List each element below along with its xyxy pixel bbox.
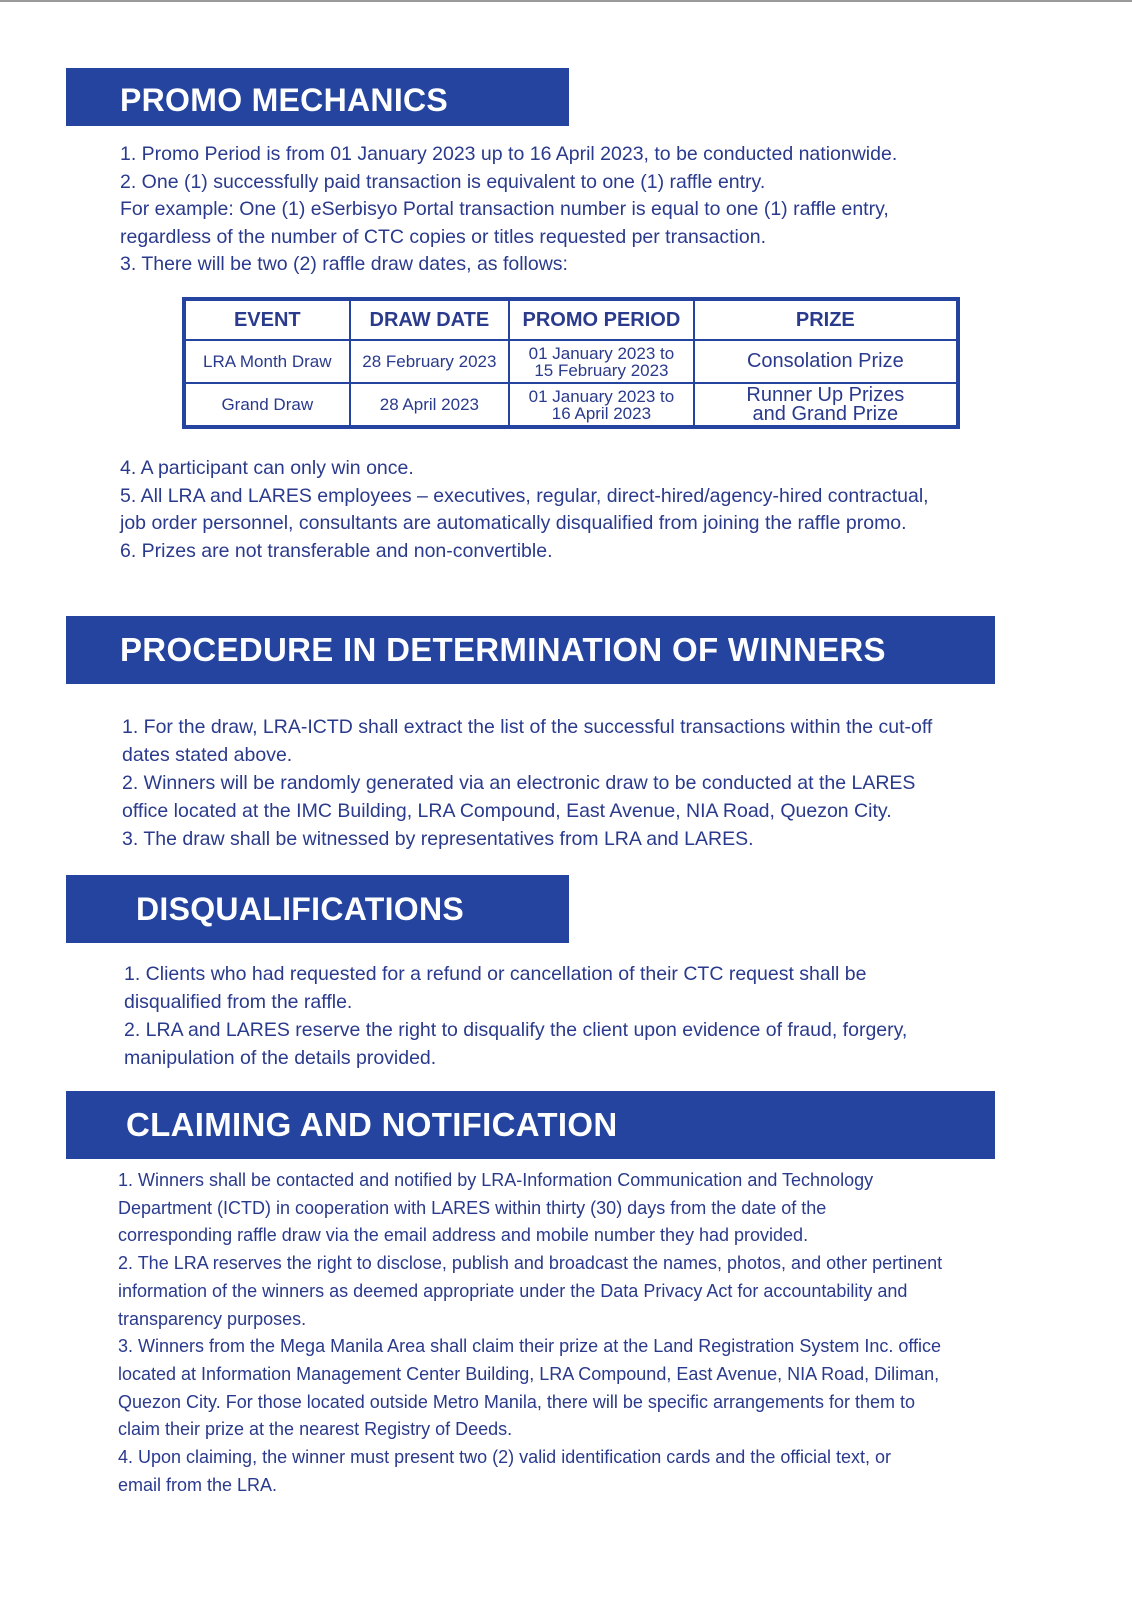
page-top-border xyxy=(0,0,1132,2)
cell-prize xyxy=(694,383,958,427)
column-header-event: EVENT xyxy=(184,299,350,340)
disqualification-line: 1. Clients who had requested for a refund or cancellation of their CTC request shall be xyxy=(124,963,867,985)
cell-event: LRA Month Draw xyxy=(184,340,350,383)
claiming-heading xyxy=(66,1091,995,1159)
claiming-line: 3. Winners from the Mega Manila Area shall claim their prize at the Land Registration System Inc. office xyxy=(118,1336,942,1357)
table-row xyxy=(184,340,958,383)
promo-line: 3. There will be two (2) raffle draw dates, as follows: xyxy=(120,253,568,275)
claiming-title: CLAIMING AND NOTIFICATION xyxy=(126,1106,618,1143)
claiming-line: Quezon City. For those located outside Metro Manila, there will be specific arrangements for them to xyxy=(118,1391,916,1412)
claiming-line: Department (ICTD) in cooperation with LARES within thirty (30) days from the date of the xyxy=(118,1197,827,1218)
column-header-promo-period: PROMO PERIOD xyxy=(509,299,694,340)
cell-event: Grand Draw xyxy=(184,383,350,427)
claiming-line: corresponding raffle draw via the email address and mobile number they had provided. xyxy=(118,1225,809,1246)
column-header-prize: PRIZE xyxy=(694,299,958,340)
procedure-title: PROCEDURE IN DETERMINATION OF WINNERS xyxy=(120,631,886,668)
table-row xyxy=(184,383,958,427)
claiming-line: located at Information Management Center Building, LRA Compound, East Avenue, NIA Road, Diliman, xyxy=(118,1363,940,1384)
prize-line: and Grand Prize xyxy=(752,402,899,425)
promo-line: job order personnel, consultants are automatically disqualified from joining the raffle promo. xyxy=(120,512,907,534)
period-line: 16 April 2023 xyxy=(551,403,652,423)
claiming-line: 2. The LRA reserves the right to disclose, publish and broadcast the names, photos, and other pertinent xyxy=(118,1253,943,1274)
promo-line: 4. A participant can only win once. xyxy=(120,457,414,479)
disqualifications-heading xyxy=(66,875,569,943)
procedure-line: 2. Winners will be randomly generated via an electronic draw to be conducted at the LARES xyxy=(122,772,916,794)
disqualification-line: 2. LRA and LARES reserve the right to disqualify the client upon evidence of fraud, forgery, xyxy=(124,1019,908,1041)
promo-mechanics-body xyxy=(120,141,1040,279)
procedure-line: 1. For the draw, LRA-ICTD shall extract the list of the successful transactions within the cut-off xyxy=(122,716,933,738)
promo-mechanics-title: PROMO MECHANICS xyxy=(120,81,449,118)
promo-mechanics-rules xyxy=(120,455,1080,565)
claiming-line: 4. Upon claiming, the winner must present two (2) valid identification cards and the official text, or xyxy=(118,1447,892,1468)
claiming-line: email from the LRA. xyxy=(118,1474,278,1495)
cell-promo-period xyxy=(509,383,694,427)
cell-draw-date: 28 February 2023 xyxy=(350,340,510,383)
promo-line: 1. Promo Period is from 01 January 2023 up to 16 April 2023, to be conducted nationwide. xyxy=(120,143,898,165)
promo-line: 6. Prizes are not transferable and non-convertible. xyxy=(120,539,553,562)
procedure-line: 3. The draw shall be witnessed by representatives from LRA and LARES. xyxy=(122,828,754,850)
disqualifications-body xyxy=(124,960,1084,1072)
disqualifications-title: DISQUALIFICATIONS xyxy=(136,890,465,927)
promo-line: 5. All LRA and LARES employees – executives, regular, direct-hired/agency-hired contractual, xyxy=(120,484,929,507)
claiming-body xyxy=(118,1167,1078,1499)
claiming-line: claim their prize at the nearest Registry of Deeds. xyxy=(118,1419,513,1440)
period-line: 01 January 2023 to xyxy=(528,386,675,406)
claiming-line: transparency purposes. xyxy=(118,1308,307,1329)
promo-line: regardless of the number of CTC copies or titles requested per transaction. xyxy=(120,225,766,248)
procedure-line: dates stated above. xyxy=(122,744,293,766)
procedure-body xyxy=(122,713,1082,853)
disqualification-line: manipulation of the details provided. xyxy=(124,1047,437,1069)
prize-line: Consolation Prize xyxy=(746,350,904,372)
disqualification-line: disqualified from the raffle. xyxy=(124,991,353,1013)
promo-mechanics-heading xyxy=(66,68,569,126)
cell-prize xyxy=(694,340,958,383)
period-line: 01 January 2023 to xyxy=(528,343,675,363)
claiming-line: information of the winners as deemed appropriate under the Data Privacy Act for accountability and xyxy=(118,1280,908,1301)
promo-line: 2. One (1) successfully paid transaction is equivalent to one (1) raffle entry. xyxy=(120,170,766,193)
claiming-line: 1. Winners shall be contacted and notified by LRA-Information Communication and Technology xyxy=(118,1170,874,1190)
cell-promo-period xyxy=(509,340,694,383)
raffle-draw-table xyxy=(182,297,960,429)
promo-line: For example: One (1) eSerbisyo Portal transaction number is equal to one (1) raffle entry, xyxy=(120,198,889,220)
column-header-draw-date: DRAW DATE xyxy=(350,299,510,340)
procedure-heading xyxy=(66,616,995,684)
period-line: 15 February 2023 xyxy=(534,360,669,380)
cell-draw-date: 28 April 2023 xyxy=(350,383,510,427)
procedure-line: office located at the IMC Building, LRA Compound, East Avenue, NIA Road, Quezon City. xyxy=(122,800,892,822)
table-header-row xyxy=(184,299,958,340)
prize-line: Runner Up Prizes xyxy=(746,383,905,406)
